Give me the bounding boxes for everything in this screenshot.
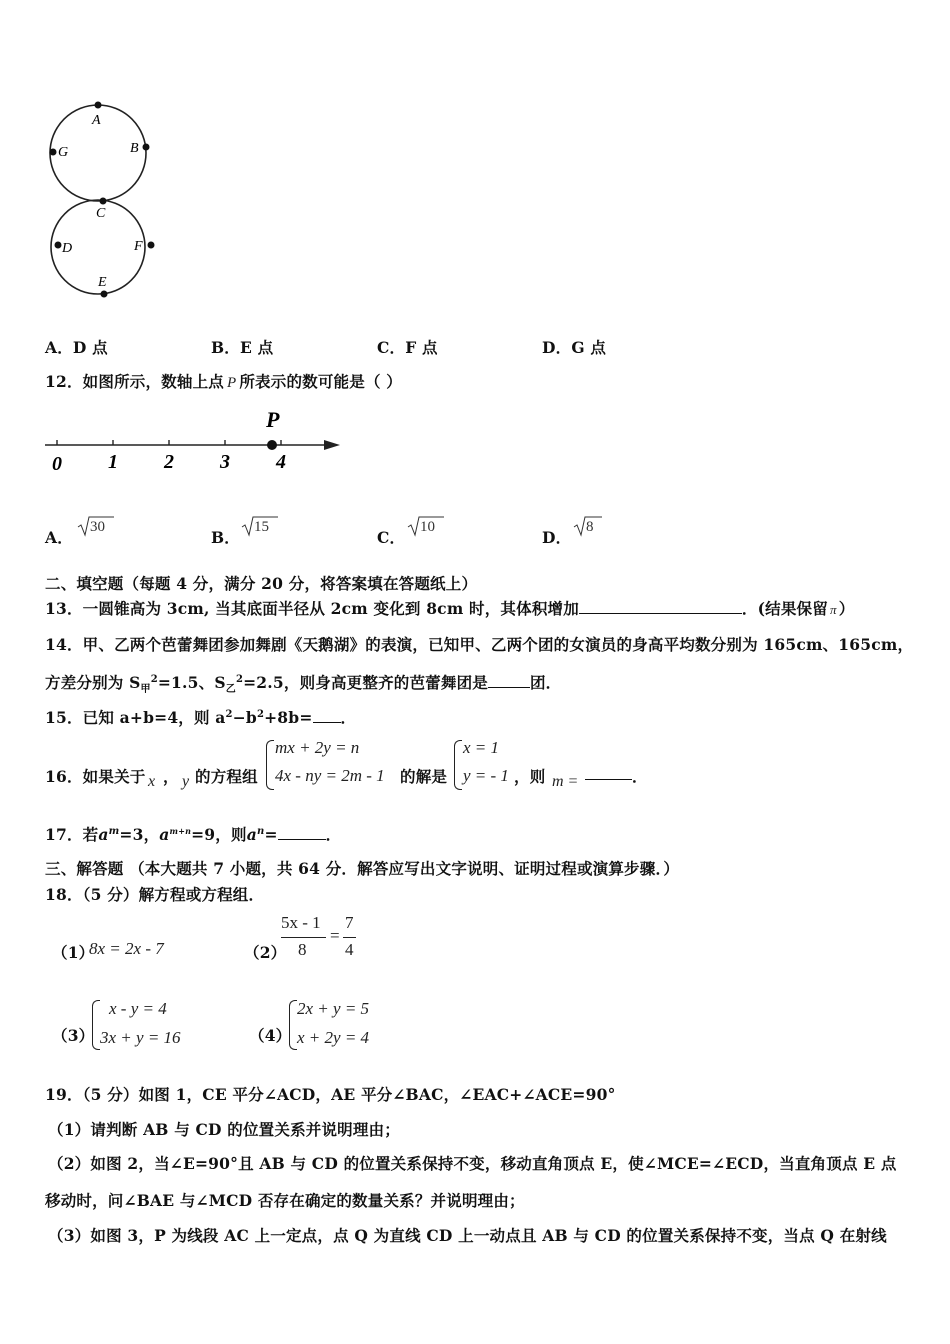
q16-system-brace <box>266 740 274 790</box>
q18-part3-label: （3） <box>52 1026 95 1045</box>
point-c-dot <box>100 198 107 205</box>
q18-part3-eq2: 3x + y = 16 <box>100 1028 181 1047</box>
q12-stem-b: 所表示的数可能是（ ） <box>239 372 402 391</box>
point-d-dot <box>55 242 62 249</box>
q14-answer-blank[interactable] <box>488 687 530 688</box>
q14-line2-b: =1.5、S <box>157 673 226 692</box>
q17-s2: m+n <box>169 825 192 836</box>
q12-option-a-radical <box>76 514 116 538</box>
q18-part2-fraction-bar-right <box>343 937 356 938</box>
q11-circles-figure <box>40 95 170 305</box>
tick-label-2: 2 <box>164 451 174 473</box>
q13-answer-blank[interactable] <box>579 613 742 614</box>
point-e-dot <box>101 291 108 298</box>
tick-label-3: 3 <box>220 451 230 473</box>
q11-option-a: A．D 点 <box>45 338 108 357</box>
q17-t3: = <box>264 825 278 844</box>
q19-part2-line2: 移动时，问∠BAE 与∠MCD 否存在确定的数量关系？并说明理由； <box>45 1191 525 1210</box>
q19-part3: （3）如图 3，P 为线段 AC 上一定点，点 Q 为直线 CD 上一动点且 AB 与 CD 的位置关系保持不变，当点 Q 在射线 <box>48 1226 887 1245</box>
q12-option-b-letter: B． <box>211 528 241 547</box>
q17-answer-blank[interactable] <box>278 839 326 840</box>
q17-s3: n <box>256 825 265 837</box>
q17-text-a: 17．若 <box>45 825 99 844</box>
q15-end: ． <box>340 708 357 727</box>
point-b-dot <box>143 144 150 151</box>
q18-part2-right-numerator: 7 <box>345 913 354 932</box>
q12-option-a-value: 30 <box>90 519 105 535</box>
q18-part4-eq2: x + 2y = 4 <box>297 1028 370 1047</box>
q16-sol1: x = 1 <box>463 738 500 757</box>
q11-option-c: C．F 点 <box>377 338 438 357</box>
q16-var-x: x <box>148 773 156 790</box>
q12-option-c-letter: C． <box>377 528 406 547</box>
q16-eq1: mx + 2y = n <box>275 738 360 757</box>
q18-part2-fraction-bar-left <box>281 937 326 938</box>
q17-end: ． <box>325 825 342 844</box>
q14-sup2: 2 <box>235 673 244 685</box>
q15-sup2: 2 <box>256 708 265 720</box>
q12-stem-var: P <box>226 375 237 391</box>
q11-option-b: B．E 点 <box>211 338 274 357</box>
section3-heading: 三、解答题 （本大题共 7 小题，共 64 分．解答应写出文字说明、证明过程或演算步骤．） <box>45 859 680 878</box>
q15-text-a: 15．已知 a+b=4，则 a <box>45 708 226 727</box>
q18-part4-label: （4） <box>249 1026 292 1045</box>
q18-part2-numerator: 5x - 1 <box>281 913 321 932</box>
q15-text-c: +8b= <box>264 708 313 727</box>
q13-text <box>45 597 854 619</box>
q17-a3: a <box>246 825 257 844</box>
q17-t2: =9，则 <box>191 825 247 844</box>
section2-heading: 二、填空题（每题 4 分，满分 20 分，将答案填在答题纸上） <box>45 574 478 593</box>
q12-option-d-value: 8 <box>586 519 594 535</box>
q19-part2-line1: （2）如图 2，当∠E=90°且 AB 与 CD 的位置关系保持不变，移动直角顶点 E，使∠MCE=∠ECD，当直角顶点 E 点 <box>48 1154 897 1173</box>
q18-part2-equals: = <box>330 926 340 945</box>
q19-stem: 19．（5 分）如图 1，CE 平分∠ACD，AE 平分∠BAC，∠EAC+∠ACE=90° <box>45 1085 616 1104</box>
tick-label-1: 1 <box>108 451 118 473</box>
q12-option-c-value: 10 <box>420 519 435 535</box>
q13-close: ） <box>838 599 855 618</box>
point-f-dot <box>148 242 155 249</box>
q17-s1: m <box>108 825 120 837</box>
q18-part2-denominator: 8 <box>298 940 307 959</box>
q12-option-c-radical <box>406 514 446 538</box>
q16-text-a: 16．如果关于 <box>45 767 146 786</box>
q18-part2-label: （2） <box>244 943 287 962</box>
q17-t1: =3， <box>119 825 160 844</box>
label-a: A <box>92 113 101 128</box>
label-b: B <box>130 141 139 156</box>
q17-a2: a <box>159 825 170 844</box>
q16-sol2: y = - 1 <box>463 766 509 785</box>
q18-part1-equation: 8x = 2x - 7 <box>89 939 164 958</box>
q16-eq2: 4x - ny = 2m - 1 <box>275 766 385 785</box>
q15-answer-blank[interactable] <box>313 722 341 723</box>
q14-line2-c: =2.5，则身高更整齐的芭蕾舞团是 <box>243 673 488 692</box>
q18-part3-eq1: x - y = 4 <box>109 999 167 1018</box>
q18-part4-brace <box>289 1000 297 1050</box>
q18-part1-label: （1） <box>52 943 95 962</box>
q14-sup1: 2 <box>150 673 158 685</box>
tick-label-0: 0 <box>52 453 62 475</box>
q12-number-line <box>40 402 350 477</box>
q11-option-d: D．G 点 <box>542 338 607 357</box>
q17-text <box>45 823 341 845</box>
q14-line2-d: 团． <box>529 673 562 692</box>
axis-arrow <box>324 440 340 450</box>
q17-a1: a <box>98 825 109 844</box>
q13-pi: π <box>829 602 837 617</box>
q12-option-b-radical <box>240 514 280 538</box>
q15-sup1: 2 <box>225 708 233 720</box>
q15-text-b: −b <box>232 708 257 727</box>
q14-line2 <box>45 671 561 695</box>
q16-solution-brace <box>454 740 462 790</box>
q14-line1: 14．甲、乙两个芭蕾舞团参加舞剧《天鹅湖》的表演，已知甲、乙两个团的女演员的身高平均数分别为 165cm、165cm， <box>45 635 914 654</box>
q15-text <box>45 706 356 728</box>
q12-stem <box>45 370 402 392</box>
q16-text-b: 的方程组 <box>195 767 258 786</box>
q18-part4-eq1: 2x + y = 5 <box>297 999 370 1018</box>
q14-sub1: 甲 <box>140 684 151 696</box>
label-g: G <box>58 145 69 160</box>
q16-var-y: y <box>182 773 190 790</box>
q12-option-b-value: 15 <box>254 519 269 535</box>
q16-text-d: ，则 <box>514 767 546 786</box>
q12-stem-a: 12．如图所示，数轴上点 <box>45 372 224 391</box>
q14-line2-a: 方差分别为 S <box>45 673 141 692</box>
point-p-label: P <box>266 407 280 432</box>
label-f: F <box>134 239 143 254</box>
q16-comma: ， <box>163 767 179 786</box>
q19-part1: （1）请判断 AB 与 CD 的位置关系并说明理由； <box>48 1120 400 1139</box>
point-g-dot <box>50 149 57 156</box>
point-a-dot <box>95 102 102 109</box>
q12-option-d-radical <box>572 514 606 538</box>
label-e: E <box>98 275 107 290</box>
q18-part3-brace <box>92 1000 100 1050</box>
label-d: D <box>62 241 73 256</box>
q18-part2-right-denominator: 4 <box>345 940 354 959</box>
q16-ans-label: m = <box>552 773 579 790</box>
q16-text-c: 的解是 <box>400 767 448 786</box>
q16-answer-blank[interactable] <box>585 779 632 780</box>
label-c: C <box>96 206 106 221</box>
q14-sub2: 乙 <box>225 684 236 696</box>
q13-stem: 13．一圆锥高为 3cm, 当其底面半径从 2cm 变化到 8cm 时，其体积增加 <box>45 599 579 618</box>
q13-tail: ．(结果保留 <box>741 599 828 618</box>
point-p-dot <box>267 440 277 450</box>
q12-option-d-letter: D． <box>542 528 572 547</box>
q18-stem: 18．（5 分）解方程或方程组． <box>45 885 265 904</box>
q16-end: ． <box>632 767 648 786</box>
q12-option-a-letter: A． <box>45 528 73 547</box>
tick-label-4: 4 <box>276 451 286 473</box>
